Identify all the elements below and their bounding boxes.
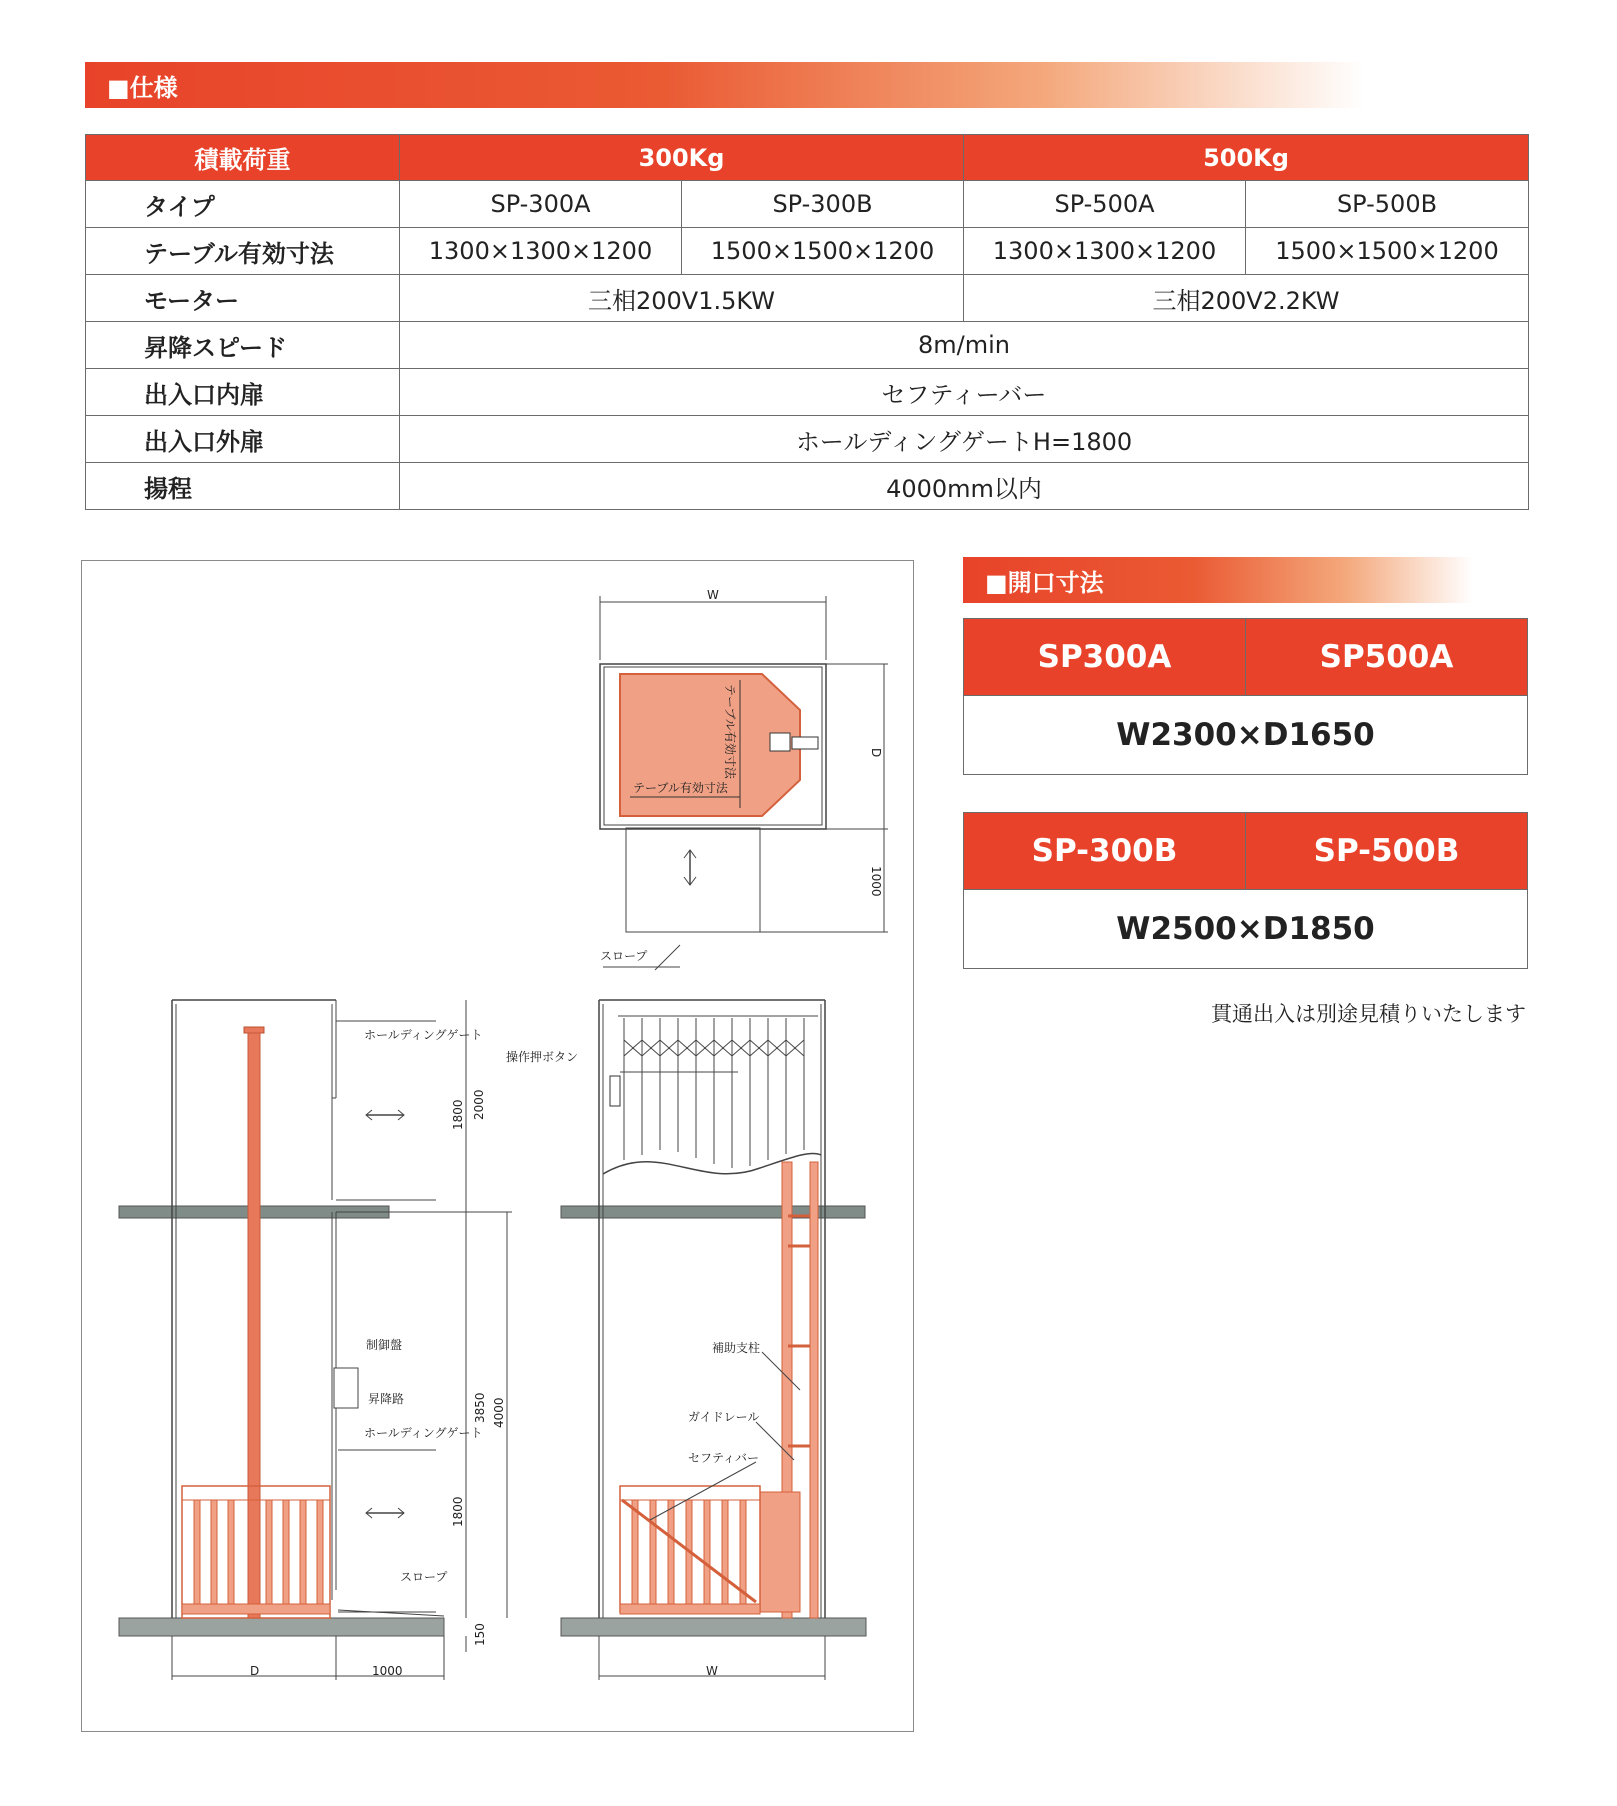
side-gate-bottom-label: ホールディングゲート [364, 1426, 483, 1440]
inner-door-value: セフティーバー [400, 369, 1529, 416]
table-size-cell: 1500×1500×1200 [1246, 228, 1529, 275]
front-view [599, 1000, 825, 1680]
front-button-label: 操作押ボタン [506, 1050, 579, 1064]
side-dim-d: D [250, 1664, 260, 1678]
lift-value: 4000mm以内 [400, 463, 1529, 510]
table-size-cell: 1300×1300×1200 [400, 228, 682, 275]
opening-model: SP-500B [1246, 813, 1528, 890]
inner-door-label: 出入口内扉 [86, 369, 400, 416]
lift-label: 揚程 [86, 463, 400, 510]
plan-table-size-h: テーブル有効寸法 [633, 781, 728, 795]
opening-note: 貫通出入は別途見積りいたします [1211, 1002, 1526, 1026]
type-cell: SP-500A [964, 181, 1246, 228]
side-gate-top-label: ホールディングゲート [364, 1028, 483, 1042]
side-dim-4000: 4000 [492, 1397, 506, 1428]
motor-300: 三相200V1.5KW [400, 275, 964, 322]
type-cell: SP-500B [1246, 181, 1529, 228]
outer-door-value: ホールディングゲートH=1800 [400, 416, 1529, 463]
spec-title-text: ■仕様 [107, 73, 178, 102]
speed-label: 昇降スピード [86, 322, 400, 369]
speed-value: 8m/min [400, 322, 1529, 369]
plan-d-label: D [869, 748, 883, 758]
side-dim-1000: 1000 [372, 1664, 403, 1678]
outer-door-label: 出入口外扉 [86, 416, 400, 463]
opening-model: SP500A [1246, 619, 1528, 696]
front-guide-rail-label: ガイドレール [688, 1410, 760, 1424]
opening-model: SP300A [964, 619, 1246, 696]
type-label: タイプ [86, 181, 400, 228]
plan-w-label: W [707, 588, 719, 602]
side-slope-label: スロープ [400, 1570, 448, 1584]
front-safety-bar-label: セフティバー [688, 1451, 760, 1465]
opening-title-text: ■開口寸法 [985, 568, 1104, 597]
side-dim-2000: 2000 [472, 1089, 486, 1120]
motor-label: モーター [86, 275, 400, 322]
opening-dimension: W2500×D1850 [964, 890, 1528, 969]
table-size-cell: 1300×1300×1200 [964, 228, 1246, 275]
side-dim-150: 150 [473, 1623, 487, 1646]
type-cell: SP-300B [682, 181, 964, 228]
side-dim-1800-top: 1800 [451, 1099, 465, 1130]
load-500: 500Kg [964, 135, 1529, 181]
plan-slope-label: スロープ [600, 949, 648, 963]
front-aux-column-label: 補助支柱 [712, 1341, 761, 1355]
opening-dimension: W2300×D1650 [964, 696, 1528, 775]
side-control-panel-label: 制御盤 [366, 1338, 403, 1352]
side-shaft-label: 昇降路 [368, 1392, 405, 1406]
side-view [119, 1000, 866, 1680]
plan-table-size-v: テーブル有効寸法 [723, 684, 737, 779]
plan-1000-label: 1000 [869, 866, 883, 897]
front-dim-w: W [706, 1664, 718, 1678]
load-300: 300Kg [400, 135, 964, 181]
side-dim-3850: 3850 [473, 1392, 487, 1423]
table-size-cell: 1500×1500×1200 [682, 228, 964, 275]
motor-500: 三相200V2.2KW [964, 275, 1529, 322]
side-dim-1800-bottom: 1800 [451, 1496, 465, 1527]
opening-model: SP-300B [964, 813, 1246, 890]
load-label: 積載荷重 [86, 135, 400, 181]
type-cell: SP-300A [400, 181, 682, 228]
table-size-label: テーブル有効寸法 [86, 228, 400, 275]
